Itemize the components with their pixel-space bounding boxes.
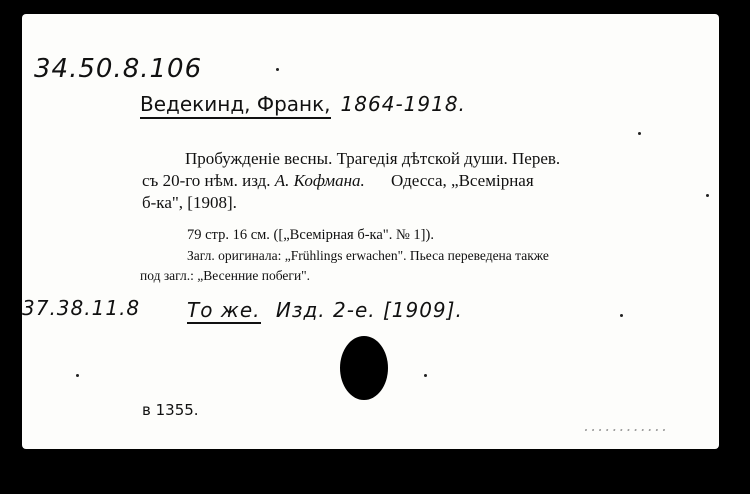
author-heading (140, 92, 466, 116)
speck (76, 374, 79, 377)
shelfmark-second: 37.38.11.8 (22, 296, 141, 320)
shelfmark: 34.50.8.106 (34, 54, 203, 84)
speck (620, 314, 623, 317)
edition-text: съ 20-го нѣм. изд. (142, 171, 271, 190)
faded-stamp: ............ (584, 416, 670, 435)
same-edition-note (187, 298, 463, 322)
same-edition-rest: Изд. 2-е. [1909]. (275, 298, 463, 322)
alt-title-note: под загл.: „Весенние побеги". (140, 268, 311, 283)
speck (424, 374, 427, 377)
speck (638, 132, 641, 135)
punch-hole (340, 336, 388, 400)
publisher-year-line: б-ка", [1908]. (142, 193, 237, 212)
speck (276, 68, 279, 71)
physical-description: 79 стр. 16 см. ([„Всемірная б-ка". № 1]). (187, 227, 434, 243)
same-label: То же. (187, 298, 261, 322)
original-title-note: Загл. оригинала: „Frühlings erwachen". Пьеса переведена также (187, 248, 549, 263)
author-dates: 1864-1918. (340, 92, 466, 116)
inventory-number: в 1355. (142, 401, 199, 419)
speck (706, 194, 709, 197)
publisher-text: Одесса, „Всемірная (391, 171, 534, 190)
title-line: Пробужденіе весны. Трагедія дѣтской души. Перев. (185, 149, 561, 168)
catalog-card (22, 14, 719, 449)
translator-name: А. Кофмана. (274, 171, 365, 190)
author-name: Ведекинд, Франк, (140, 92, 331, 119)
edition-line (142, 170, 534, 192)
